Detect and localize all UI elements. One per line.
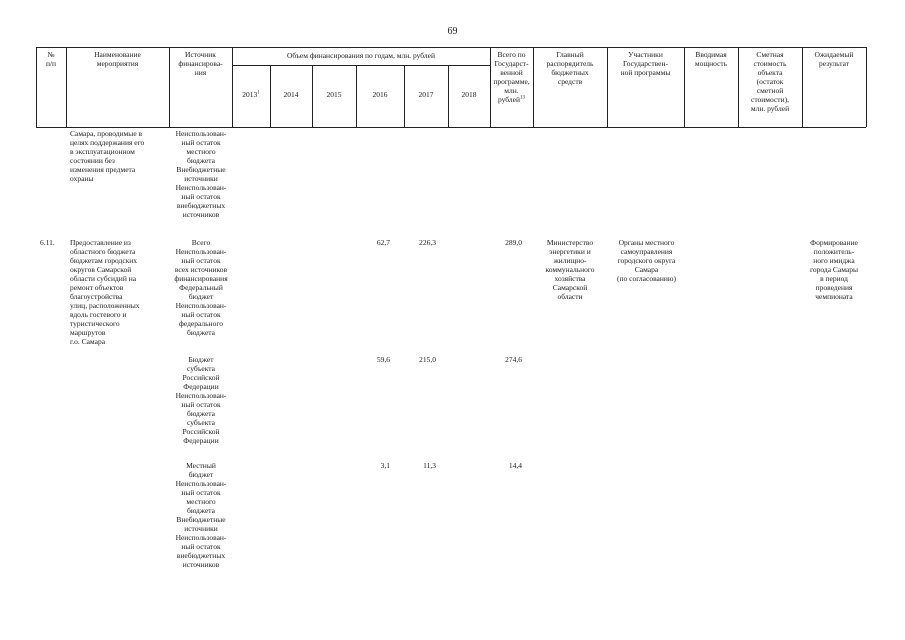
header-distributor: Главный распорядитель бюджетных средств	[546, 50, 594, 86]
header-year-2017: 2017	[418, 90, 434, 99]
header-financing-group: Объем финансирования по годам, млн. рублей	[286, 51, 436, 60]
value-all-2016: 62,7	[376, 238, 390, 247]
source-local-budget: Местный бюджет Неиспользован- ный остаток местного бюджета Внебюджетные источники Неиспользован- ный остаток внебюджетных источников	[175, 461, 227, 569]
header-year-2015: 2015	[326, 90, 342, 99]
header-result: Ожидаемый результат	[814, 50, 854, 68]
table-header	[36, 47, 866, 127]
header-cost: Сметная стоимость объекта (остаток сметной стоимости), млн. рублей	[750, 50, 790, 113]
header-year-2016: 2016	[372, 90, 388, 99]
header-source: Источник финансирова- ния	[178, 50, 223, 77]
header-year-2013: 2013$^1$	[242, 90, 260, 99]
row-number: 6.11.	[40, 238, 55, 247]
header-year-2014: 2014	[283, 90, 299, 99]
header-participants: Участники Государствен- ной программы	[620, 50, 671, 77]
row-participants: Органы местного самоуправления городского округа Самара (по согласованию)	[617, 238, 676, 283]
prev-row-name: Самара, проводимые в целях поддержания его в эксплуатационном состоянии без изменения предмета охраны	[70, 129, 145, 183]
source-all: Всего Неиспользован- ный остаток всех источников финансирования Федеральный бюджет Неиспользован- ный остаток федерального бюджета	[174, 238, 228, 337]
value-all-2017: 226,3	[419, 238, 436, 247]
header-name: Наименование мероприятия	[94, 50, 141, 68]
value-local-2016: 3,1	[380, 461, 390, 470]
value-subject-2017: 215,0	[419, 355, 436, 364]
row-result: Формирование положитель- ного имиджа города Самары в период проведения чемпионата	[809, 238, 859, 301]
header-total: Всего по Государст- венной программе, млн. рублей$^{13}$	[493, 50, 530, 104]
header-num: № п/п	[45, 50, 57, 68]
header-capacity: Вводимая мощность	[694, 50, 728, 68]
page-number: 69	[447, 26, 458, 37]
prev-row-source: Неиспользован- ный остаток местного бюджета Внебюджетные источники Неиспользован- ный остаток внебюджетных источников	[175, 129, 227, 219]
value-subject-total: 274,6	[505, 355, 522, 364]
value-all-total: 289,0	[505, 238, 522, 247]
value-local-2017: 11,3	[423, 461, 436, 470]
row-name: Предоставление из областного бюджета бюджетам городских округов Самарской области субсидий на ремонт объектов благоустройства улиц, расположенных вдоль гостевого и туристического маршрутов г.о. Самара	[70, 238, 140, 346]
value-subject-2016: 59,6	[376, 355, 390, 364]
header-year-2018: 2018	[461, 90, 477, 99]
source-subject-budget: Бюджет субъекта Российской Федерации Неиспользован- ный остаток бюджета субъекта Российской Федерации	[175, 355, 227, 445]
row-distributor: Министерство энергетики и жилищно- коммунального хозяйства Самарской области	[545, 238, 595, 301]
value-local-total: 14,4	[508, 461, 522, 470]
